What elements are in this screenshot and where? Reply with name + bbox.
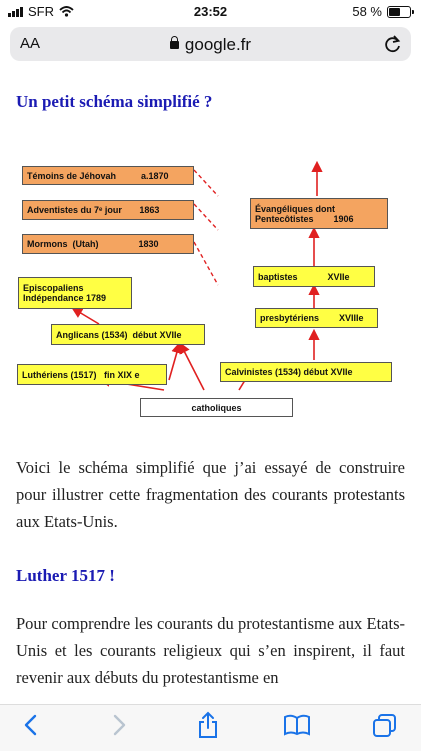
share-icon[interactable]	[196, 711, 220, 739]
arrow-anglicans-episcopaliens	[74, 309, 99, 324]
box-anglicans: Anglicans (1534) début XVIIe	[51, 324, 205, 345]
box-mormons: Mormons (Utah) 1830	[22, 234, 194, 254]
protestant-diagram	[14, 158, 409, 420]
status-bar	[0, 0, 421, 24]
carrier-label: SFR	[28, 4, 54, 19]
box-adventistes: Adventistes du 7ᵉ jour 1863	[22, 200, 194, 220]
box-baptistes: baptistes XVIIe	[253, 266, 375, 287]
url-text: google.fr	[184, 35, 252, 54]
box-evangeliques: Évangéliques dont Pentecôtistes 1906	[250, 198, 388, 229]
back-icon[interactable]	[20, 713, 42, 737]
reload-icon[interactable]	[383, 33, 403, 55]
url-display[interactable]	[10, 35, 411, 55]
box-episcopaliens: Episcopaliens Indépendance 1789	[18, 277, 132, 309]
tabs-icon[interactable]	[372, 713, 398, 739]
dashed-adventistes	[194, 204, 218, 230]
paragraph-intro: Voici le schéma simplifié que j’ai essayé de construire pour illustrer cette fragmentation des courants protestants aux Etats-Unis.	[16, 458, 405, 531]
clock: 23:52	[193, 4, 228, 19]
box-catholiques: catholiques	[140, 398, 293, 417]
bookmarks-icon[interactable]	[283, 713, 311, 737]
dashed-temoins	[194, 170, 218, 196]
paragraph-luther	[16, 610, 405, 691]
arrow-catholiques-anglicans	[181, 345, 204, 390]
paragraph-luther-text: Pour comprendre les courants du protestantisme aux Etats-Unis et les courants religieux qui s’en inspirent, il faut revenir aux débuts du protestantisme en	[16, 614, 405, 687]
reader-options-button[interactable]: AA	[20, 35, 41, 52]
arrow-to-anglicans	[169, 345, 179, 380]
box-presbyteriens: presbytériens XVIIIe	[255, 308, 378, 328]
lock-icon	[170, 41, 179, 49]
status-right	[352, 4, 411, 19]
section-heading-schema: Un petit schéma simplifié ?	[16, 92, 213, 111]
dashed-mormons	[194, 242, 218, 285]
battery-percent: 58 %	[352, 4, 382, 19]
address-bar[interactable]	[10, 27, 411, 61]
box-lutheriens: Luthériens (1517) fin XIX e	[17, 364, 167, 385]
forward-icon[interactable]	[108, 713, 130, 737]
battery-icon	[387, 6, 411, 18]
browser-toolbar	[0, 704, 421, 751]
box-temoins-jehovah: Témoins de Jéhovah a.1870	[22, 166, 194, 185]
box-calvinistes: Calvinistes (1534) début XVIIe	[220, 362, 392, 382]
section-heading-luther: Luther 1517 !	[16, 566, 115, 585]
paragraph-luther-cutoff	[16, 694, 405, 704]
